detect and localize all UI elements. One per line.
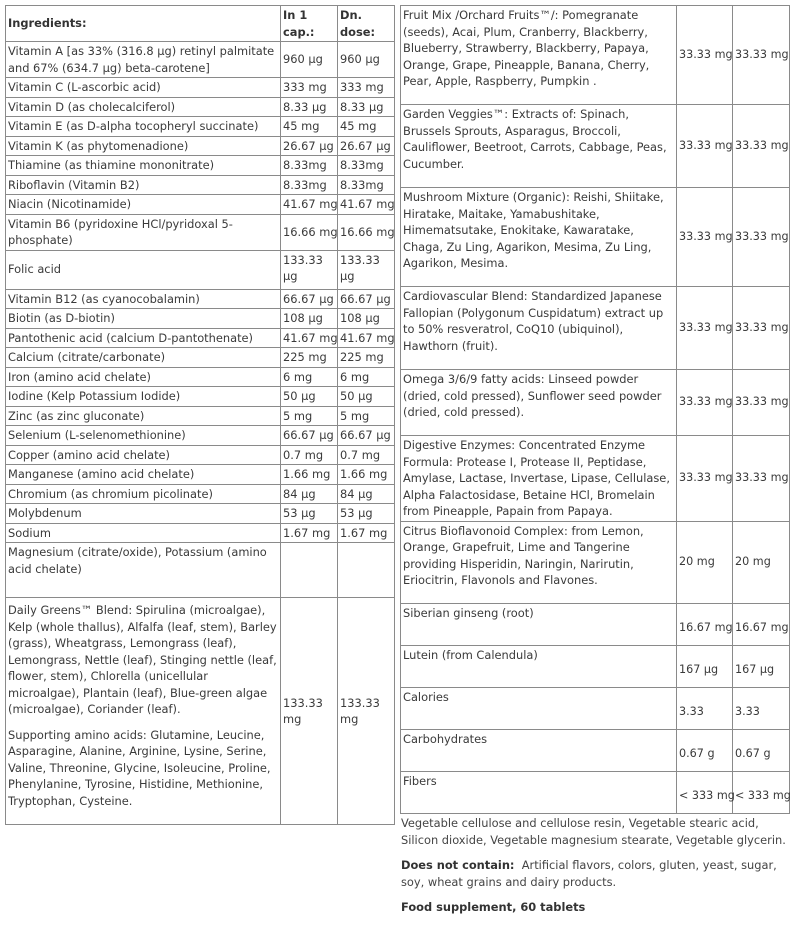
- per-cap-value: 66.67 µg: [281, 289, 338, 309]
- per-cap-value: < 333 mg: [677, 771, 733, 813]
- daily-dose-value: < 333 mg: [733, 771, 790, 813]
- daily-dose-value: 66.67 µg: [338, 426, 395, 446]
- daily-dose-value: 53 µg: [338, 504, 395, 524]
- daily-dose-value: 133.33 mg: [338, 598, 395, 825]
- daily-dose-value: 84 µg: [338, 484, 395, 504]
- ingredient-name: Molybdenum: [6, 504, 281, 524]
- table-row: [401, 370, 790, 436]
- table-row: [6, 523, 395, 543]
- ingredient-name: Lutein (from Calendula): [401, 645, 677, 687]
- per-cap-value: 167 µg: [677, 645, 733, 687]
- ingredient-name: Manganese (amino acid chelate): [6, 465, 281, 485]
- per-cap-value: 1.67 mg: [281, 523, 338, 543]
- table-row: [6, 426, 395, 446]
- daily-dose-value: 133.33 µg: [338, 250, 395, 289]
- daily-dose-value: 33.33 mg: [733, 6, 790, 105]
- per-cap-value: 53 µg: [281, 504, 338, 524]
- per-cap-value: 33.33 mg: [677, 188, 733, 287]
- header-per-capsule: In 1 cap.:: [281, 6, 338, 42]
- table-row: [401, 436, 790, 522]
- table-row: [6, 156, 395, 176]
- daily-dose-value: 20 mg: [733, 521, 790, 603]
- per-cap-value: 33.33 mg: [677, 105, 733, 188]
- daily-dose-value: 66.67 µg: [338, 289, 395, 309]
- header-ingredients: Ingredients:: [6, 6, 281, 42]
- ingredient-name: Magnesium (citrate/oxide), Potassium (amino acid chelate): [6, 543, 281, 598]
- daily-dose-value: 33.33 mg: [733, 370, 790, 436]
- daily-dose-value: 0.7 mg: [338, 445, 395, 465]
- per-cap-value: 84 µg: [281, 484, 338, 504]
- ingredient-name: Riboflavin (Vitamin B2): [6, 175, 281, 195]
- daily-dose-value: 8.33 µg: [338, 97, 395, 117]
- table-row: [6, 250, 395, 289]
- ingredients-table-right: [400, 5, 790, 814]
- per-cap-value: 133.33 µg: [281, 250, 338, 289]
- daily-dose-value: [338, 543, 395, 598]
- daily-dose-value: 5 mg: [338, 406, 395, 426]
- ingredient-name: Carbohydrates: [401, 729, 677, 771]
- daily-dose-value: 26.67 µg: [338, 136, 395, 156]
- ingredient-name: Vitamin D (as cholecalciferol): [6, 97, 281, 117]
- ingredient-name: Zinc (as zinc gluconate): [6, 406, 281, 426]
- per-cap-value: 0.7 mg: [281, 445, 338, 465]
- table-row: [6, 97, 395, 117]
- excipients-text: Vegetable cellulose and cellulose resin, Vegetable stearic acid, Silicon dioxide, Vegetable magnesium stearate, Vegetable glycerin.: [401, 816, 786, 847]
- daily-dose-value: 225 mg: [338, 348, 395, 368]
- daily-dose-value: 6 mg: [338, 367, 395, 387]
- ingredient-name: Vitamin C (L-ascorbic acid): [6, 78, 281, 98]
- ingredient-name: Omega 3/6/9 fatty acids: Linseed powder (dried, cold pressed), Sunflower seed powder (dried, cold pressed).: [401, 370, 677, 436]
- table-row: [401, 645, 790, 687]
- per-cap-value: 16.66 mg: [281, 214, 338, 250]
- daily-dose-value: 1.66 mg: [338, 465, 395, 485]
- ingredient-name: Vitamin B12 (as cyanocobalamin): [6, 289, 281, 309]
- table-row-daily-greens: [6, 598, 395, 825]
- ingredient-name: Vitamin K (as phytomenadione): [6, 136, 281, 156]
- table-row: [6, 42, 395, 78]
- ingredient-name: Digestive Enzymes: Concentrated Enzyme Formula: Protease I, Protease II, Peptidase, Amylase, Lactase, Invertase, Lipase, Cellulase, Alpha Falactosidase, Betaine HCl, Bromelain from Pineapple, Papain from Papaya.: [401, 436, 677, 522]
- table-row: [6, 445, 395, 465]
- per-cap-value: 8.33 µg: [281, 97, 338, 117]
- daily-dose-value: 333 mg: [338, 78, 395, 98]
- table-row: [6, 117, 395, 137]
- table-row: [6, 195, 395, 215]
- ingredient-name: Biotin (as D-biotin): [6, 309, 281, 329]
- per-cap-value: 41.67 mg: [281, 328, 338, 348]
- ingredients-table-left: [5, 5, 395, 825]
- table-row: [401, 687, 790, 729]
- per-cap-value: 33.33 mg: [677, 287, 733, 370]
- per-cap-value: 8.33mg: [281, 175, 338, 195]
- table-header-row: [6, 6, 395, 42]
- table-row: [401, 603, 790, 645]
- ingredient-name: Calories: [401, 687, 677, 729]
- per-cap-value: 333 mg: [281, 78, 338, 98]
- ingredient-name: [6, 598, 281, 825]
- ingredient-name: Vitamin A [as 33% (316.8 µg) retinyl palmitate and 67% (634.7 µg) beta-carotene]: [6, 42, 281, 78]
- ingredient-name: Fruit Mix /Orchard Fruits™/: Pomegranate (seeds), Acai, Plum, Cranberry, Blackberry, Blueberry, Strawberry, Blackberry, Papaya, Orange, Grape, Pineapple, Banana, Cherry, Pear, Apple, Raspberry, Pumpkin .: [401, 6, 677, 105]
- does-not-contain-label: Does not contain:: [401, 858, 515, 872]
- ingredient-name: Copper (amino acid chelate): [6, 445, 281, 465]
- table-row: [6, 309, 395, 329]
- ingredient-name: Siberian ginseng (root): [401, 603, 677, 645]
- daily-dose-value: 8.33mg: [338, 156, 395, 176]
- does-not-contain: [401, 857, 793, 890]
- amino-acids-text: Supporting amino acids: Glutamine, Leucine, Asparagine, Alanine, Arginine, Lysine, Serine, Valine, Threonine, Glycine, Isoleucine, Proline, Phenylanine, Tyrosine, Histidine, Methionine, Tryptophan, Cysteine.: [8, 727, 271, 808]
- ingredient-name: Pantothenic acid (calcium D-pantothenate): [6, 328, 281, 348]
- per-cap-value: 225 mg: [281, 348, 338, 368]
- ingredient-name: Vitamin E (as D-alpha tocopheryl succinate): [6, 117, 281, 137]
- daily-dose-value: 108 µg: [338, 309, 395, 329]
- per-cap-value: 45 mg: [281, 117, 338, 137]
- table-row: [6, 289, 395, 309]
- per-cap-value: 3.33: [677, 687, 733, 729]
- table-row: [6, 543, 395, 598]
- per-cap-value: 16.67 mg: [677, 603, 733, 645]
- daily-dose-value: 33.33 mg: [733, 188, 790, 287]
- daily-dose-value: 33.33 mg: [733, 105, 790, 188]
- table-row: [6, 367, 395, 387]
- table-row: [401, 729, 790, 771]
- daily-dose-value: 8.33mg: [338, 175, 395, 195]
- ingredient-name: Iodine (Kelp Potassium Iodide): [6, 387, 281, 407]
- per-cap-value: 133.33 mg: [281, 598, 338, 825]
- daily-dose-value: 41.67 mg: [338, 328, 395, 348]
- daily-dose-value: 45 mg: [338, 117, 395, 137]
- table-row: [6, 78, 395, 98]
- per-cap-value: 20 mg: [677, 521, 733, 603]
- ingredient-name: Garden Veggies™: Extracts of: Spinach, Brussels Sprouts, Asparagus, Broccoli, Cauliflower, Beetroot, Carrots, Cabbage, Peas, Cucumber.: [401, 105, 677, 188]
- per-cap-value: 41.67 mg: [281, 195, 338, 215]
- per-cap-value: 0.67 g: [677, 729, 733, 771]
- product-type: [401, 899, 793, 916]
- table-row: [6, 484, 395, 504]
- table-row: [6, 348, 395, 368]
- daily-dose-value: 0.67 g: [733, 729, 790, 771]
- table-row: [401, 287, 790, 370]
- daily-dose-value: 33.33 mg: [733, 287, 790, 370]
- table-row: [6, 504, 395, 524]
- daily-dose-value: 41.67 mg: [338, 195, 395, 215]
- per-cap-value: 66.67 µg: [281, 426, 338, 446]
- daily-dose-value: 16.66 mg: [338, 214, 395, 250]
- daily-dose-value: 16.67 mg: [733, 603, 790, 645]
- ingredient-name: Iron (amino acid chelate): [6, 367, 281, 387]
- table-row: [6, 175, 395, 195]
- ingredient-name: Folic acid: [6, 250, 281, 289]
- table-row: [6, 214, 395, 250]
- ingredient-name: Cardiovascular Blend: Standardized Japanese Fallopian (Polygonum Cuspidatum) extract up to 50% resveratrol, CoQ10 (ubiquinol), Hawthorn (fruit).: [401, 287, 677, 370]
- ingredient-name: Thiamine (as thiamine mononitrate): [6, 156, 281, 176]
- daily-dose-value: 960 µg: [338, 42, 395, 78]
- table-row: [6, 136, 395, 156]
- daily-dose-value: 167 µg: [733, 645, 790, 687]
- daily-dose-value: 33.33 mg: [733, 436, 790, 522]
- table-row: [401, 771, 790, 813]
- per-cap-value: 33.33 mg: [677, 6, 733, 105]
- per-cap-value: 5 mg: [281, 406, 338, 426]
- table-row: [6, 465, 395, 485]
- ingredient-name: Sodium: [6, 523, 281, 543]
- ingredient-name: Mushroom Mixture (Organic): Reishi, Shiitake, Hiratake, Maitake, Yamabushitake, Himematsutake, Enokitake, Kawaratake, Chaga, Zu Ling, Agarikon, Mesima, Zu Ling, Agarikon, Mesima.: [401, 188, 677, 287]
- per-cap-value: 33.33 mg: [677, 436, 733, 522]
- table-row: [401, 188, 790, 287]
- ingredient-name: Niacin (Nicotinamide): [6, 195, 281, 215]
- product-type-label: Food supplement, 60 tablets: [401, 900, 586, 914]
- table-row: [401, 521, 790, 603]
- ingredient-name: Fibers: [401, 771, 677, 813]
- per-cap-value: [281, 543, 338, 598]
- ingredient-name: Chromium (as chromium picolinate): [6, 484, 281, 504]
- ingredient-name: Citrus Bioflavonoid Complex: from Lemon, Orange, Grapefruit, Lime and Tangerine providing Hisperidin, Naringin, Narirutin, Eriocitrin, Flavonols and Flavones.: [401, 521, 677, 603]
- ingredient-name: Selenium (L-selenomethionine): [6, 426, 281, 446]
- does-not-contain-text: Artificial flavors, colors, gluten, yeast, sugar, soy, wheat grains and dairy products.: [401, 858, 777, 889]
- ingredient-name: Calcium (citrate/carbonate): [6, 348, 281, 368]
- per-cap-value: 1.66 mg: [281, 465, 338, 485]
- per-cap-value: 108 µg: [281, 309, 338, 329]
- daily-dose-value: 50 µg: [338, 387, 395, 407]
- per-cap-value: 33.33 mg: [677, 370, 733, 436]
- daily-dose-value: 3.33: [733, 687, 790, 729]
- table-row: [6, 387, 395, 407]
- table-row: [6, 328, 395, 348]
- table-row: [401, 105, 790, 188]
- product-notes: [401, 815, 793, 925]
- per-cap-value: 50 µg: [281, 387, 338, 407]
- ingredient-name: Vitamin B6 (pyridoxine HCl/pyridoxal 5-phosphate): [6, 214, 281, 250]
- table-row: [401, 6, 790, 105]
- greens-blend-text: Daily Greens™ Blend: Spirulina (microalgae), Kelp (whole thallus), Alfalfa (leaf, stem), Barley (grass), Wheatgrass, Lemongrass (leaf), Lemongrass, Nettle (leaf), Stinging nettle (leaf, flower, stem), Chlorella (unicellular microalgae), Plantain (leaf), Blue-green algae (microalgae), Coriander (leaf).: [8, 603, 277, 716]
- per-cap-value: 960 µg: [281, 42, 338, 78]
- table-row: [6, 406, 395, 426]
- daily-dose-value: 1.67 mg: [338, 523, 395, 543]
- per-cap-value: 8.33mg: [281, 156, 338, 176]
- per-cap-value: 6 mg: [281, 367, 338, 387]
- header-daily-dose: Dn. dose:: [338, 6, 395, 42]
- per-cap-value: 26.67 µg: [281, 136, 338, 156]
